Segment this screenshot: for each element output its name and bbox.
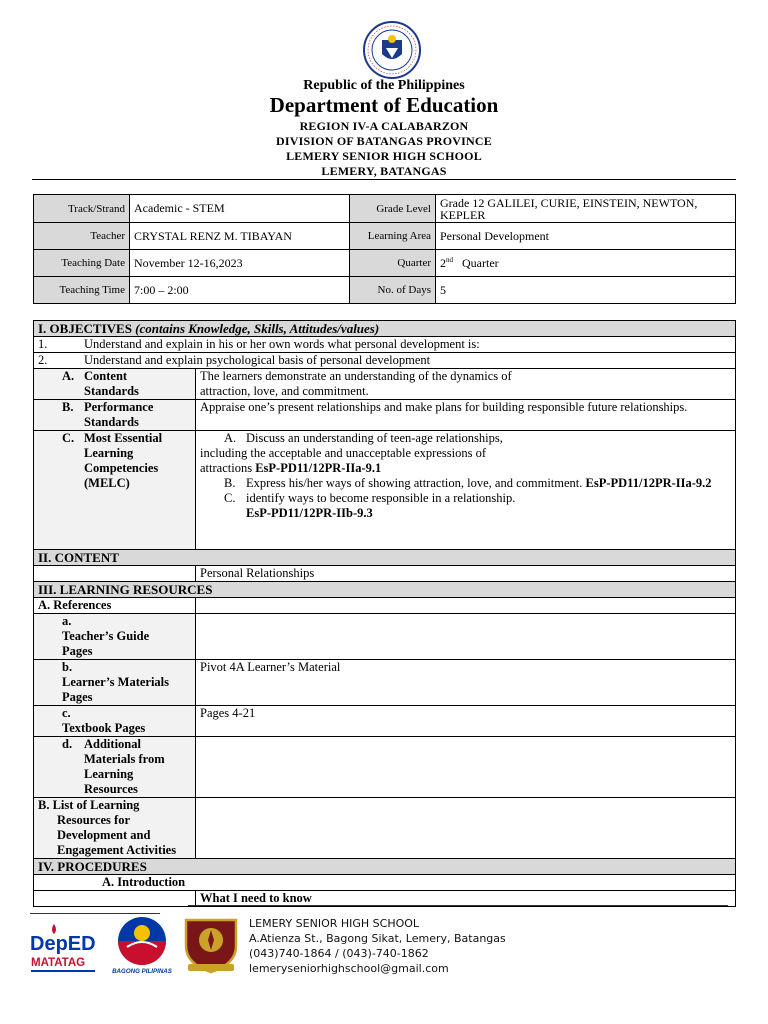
- content-standards-letter: A.: [62, 369, 75, 383]
- quarter-number: 2: [440, 255, 446, 270]
- deped-matatag-logo: [28, 920, 100, 976]
- track-label: Track/Strand: [34, 195, 130, 223]
- teachers-guide-row: [34, 614, 736, 660]
- objective-text: Understand and explain in his or her own words what personal development is:: [84, 337, 480, 351]
- header-school: LEMERY SENIOR HIGH SCHOOL: [286, 149, 482, 163]
- performance-standards-letter: B.: [62, 400, 74, 414]
- textbook-letter: c.: [62, 706, 71, 720]
- learners-materials-label: Learner’s Materials Pages: [62, 675, 170, 704]
- grade-label: Grade Level: [350, 195, 436, 223]
- melc-label: Most Essential Learning Competencies (MELC): [84, 431, 163, 490]
- melc-c-code: EsP-PD11/12PR-IIb-9.3: [246, 506, 373, 520]
- objectives-heading-note: (contains Knowledge, Skills, Attitudes/values): [135, 321, 380, 336]
- melc-c-text: identify ways to become responsible in a relationship.: [246, 491, 516, 505]
- teacher-label: Teacher: [34, 223, 130, 250]
- content-standards-row: [34, 369, 736, 400]
- textbook-value: Pages 4-21: [196, 706, 736, 737]
- objective-text: Understand and explain psychological basis of personal development: [84, 353, 431, 367]
- list-resources-row: [34, 798, 736, 859]
- header-region: REGION IV-A CALABARZON: [299, 119, 469, 133]
- textbook-row: [34, 706, 736, 737]
- objective-number: 1.: [38, 337, 48, 351]
- objective-number: 2.: [38, 353, 48, 367]
- procedures-heading-row: [34, 859, 736, 875]
- footer-phones: (043)740-1864 / (043)-740-1862: [249, 947, 429, 960]
- quarter-value: [436, 250, 736, 277]
- objectives-heading-row: [34, 321, 736, 337]
- teaching-date-label: Teaching Date: [34, 250, 130, 277]
- melc-a-code: EsP-PD11/12PR-IIa-9.1: [255, 461, 382, 475]
- textbook-label: Textbook Pages: [62, 721, 146, 735]
- quarter-word: Quarter: [462, 255, 499, 270]
- objectives-heading: I. OBJECTIVES: [38, 321, 132, 336]
- track-value: Academic - STEM: [130, 195, 350, 223]
- procedures-heading: IV. PROCEDURES: [34, 859, 736, 875]
- melc-row: [34, 431, 736, 550]
- teachers-guide-value: [196, 614, 736, 660]
- teaching-time-label: Teaching Time: [34, 277, 130, 304]
- performance-standards-row: [34, 400, 736, 431]
- days-label: No. of Days: [350, 277, 436, 304]
- bagong-pilipinas-wordmark: BAGONG PILIPINAS: [112, 968, 172, 975]
- bagong-pilipinas-logo: [111, 913, 173, 975]
- days-value: 5: [436, 277, 736, 304]
- learners-materials-letter: b.: [62, 660, 73, 674]
- teaching-time-value: 7:00 – 2:00: [130, 277, 350, 304]
- melc-letter: C.: [62, 431, 75, 445]
- teaching-date-value: November 12-16,2023: [130, 250, 350, 277]
- additional-materials-value: [196, 737, 736, 798]
- lesson-info-table: [33, 194, 736, 304]
- additional-materials-label: Additional Materials from Learning Resources: [84, 737, 165, 796]
- learners-materials-row: [34, 660, 736, 706]
- resources-heading: III. LEARNING RESOURCES: [34, 582, 736, 598]
- teachers-guide-letter: a.: [62, 614, 72, 628]
- teachers-guide-label: Teacher’s Guide Pages: [62, 629, 150, 658]
- melc-a-line3: attractions: [200, 461, 256, 475]
- melc-c-letter: C.: [224, 491, 236, 505]
- quarter-label: Quarter: [350, 250, 436, 277]
- content-row: [34, 566, 736, 582]
- content-value: Personal Relationships: [196, 566, 736, 582]
- introduction-row: [34, 875, 736, 891]
- grade-value: Grade 12 GALILEI, CURIE, EINSTEIN, NEWTON, KEPLER: [436, 195, 736, 223]
- header-location: LEMERY, BATANGAS: [321, 164, 447, 178]
- content-heading: II. CONTENT: [34, 550, 736, 566]
- footer-email[interactable]: lemeryseniorhighschool@gmail.com: [249, 962, 449, 975]
- melc-b-text: Express his/her ways of showing attraction, love, and commitment.: [246, 476, 586, 490]
- melc-b-code: EsP-PD11/12PR-IIa-9.2: [585, 476, 712, 490]
- objective-row-2: [34, 353, 736, 369]
- content-standards-label: Content Standards: [84, 369, 139, 398]
- learning-area-label: Learning Area: [350, 223, 436, 250]
- learners-materials-value: Pivot 4A Learner’s Material: [196, 660, 736, 706]
- matatag-wordmark: MATATAG: [31, 957, 86, 969]
- additional-materials-row: [34, 737, 736, 798]
- deped-seal-logo: [352, 20, 432, 80]
- header-division: DIVISION OF BATANGAS PROVINCE: [276, 134, 492, 148]
- performance-standards-text: Appraise one’s present relationships and make plans for building responsible future relationships.: [196, 400, 736, 431]
- content-standards-text-2: attraction, love, and commitment.: [200, 384, 369, 398]
- learning-area-value: Personal Development: [436, 223, 736, 250]
- quarter-suffix: nd: [446, 255, 453, 264]
- additional-materials-letter: d.: [62, 737, 73, 751]
- resources-heading-row: [34, 582, 736, 598]
- references-row: [34, 598, 736, 614]
- melc-a-letter: A.: [224, 431, 237, 445]
- lesson-plan-table: [33, 320, 736, 907]
- header-department: Department of Education: [269, 93, 499, 117]
- content-standards-text-1: The learners demonstrate an understanding of the dynamics of: [200, 369, 512, 383]
- list-resources-label: B. List of Learning Resources for Development and Engagement Activities: [38, 798, 177, 857]
- deped-wordmark: DepED: [30, 933, 96, 955]
- introduction-label: A. Introduction: [34, 875, 736, 891]
- school-seal-logo: [178, 910, 244, 976]
- header-republic: Republic of the Philippines: [303, 78, 465, 93]
- objective-row-1: [34, 337, 736, 353]
- performance-standards-label: Performance Standards: [84, 400, 154, 429]
- header-divider: [32, 179, 736, 180]
- melc-a-line1: Discuss an understanding of teen-age relationships,: [246, 431, 503, 445]
- footer-address: A.Atienza St., Bagong Sikat, Lemery, Batangas: [249, 932, 506, 945]
- references-label: A. References: [34, 598, 196, 614]
- footer-divider-right: [188, 905, 728, 906]
- content-heading-row: [34, 550, 736, 566]
- melc-a-line2: including the acceptable and unacceptable expressions of: [200, 446, 486, 460]
- need-to-know-label: What I need to know: [196, 891, 736, 907]
- melc-b-letter: B.: [224, 476, 236, 490]
- teacher-value: CRYSTAL RENZ M. TIBAYAN: [130, 223, 350, 250]
- footer-school-name: LEMERY SENIOR HIGH SCHOOL: [249, 917, 420, 930]
